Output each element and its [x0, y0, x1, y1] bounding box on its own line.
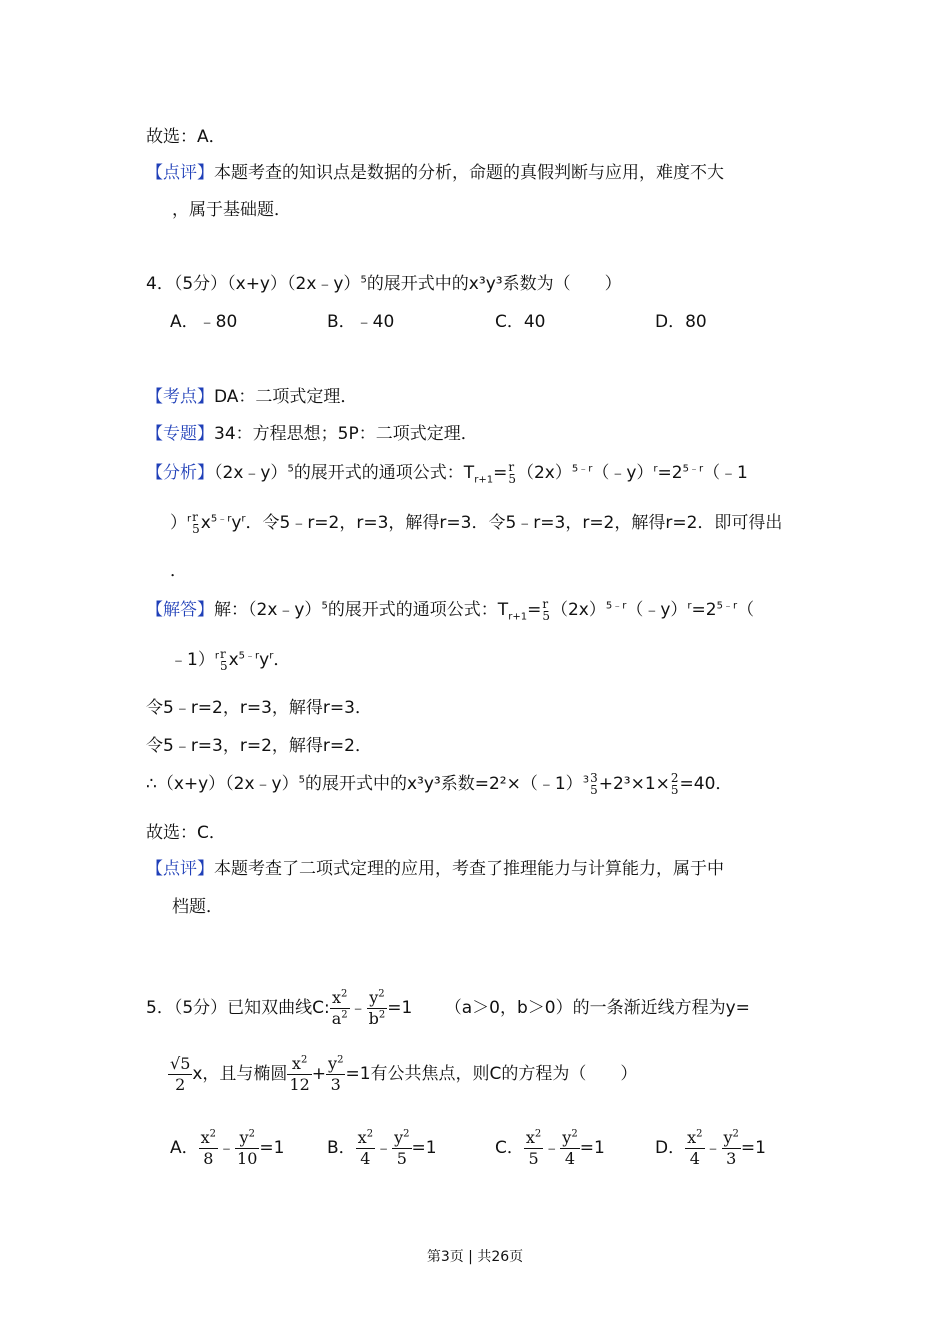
q4-fenxi-line3: ． — [170, 561, 187, 581]
q4-review — [146, 858, 724, 880]
q4-stem — [146, 273, 622, 295]
fraction: $\frac{x^2}{a^2}$ — [331, 987, 348, 1028]
fraction: $\frac{y^2}{4}$ — [562, 1127, 578, 1168]
page-footer: 第3页 | 共26页 — [426, 1249, 524, 1265]
binomial-coefficient: r 5 — [219, 647, 228, 673]
q5-stem-end: =1有公共焦点，则C的方程为（ ） — [345, 1064, 638, 1084]
q4-kaodian — [146, 386, 357, 408]
q4-jieda-line2: ﹣1）$^r$ r 5 $x^{5﹣r}y^r$． — [170, 647, 291, 673]
fraction: $\frac{y^2}{5}$ — [394, 1127, 410, 1168]
q4-jieda-line1: 【解答】解：（2x﹣y）$^5$的展开式的通项公式：$T_{r+1}=$ r 5 $(2x)^{5﹣r}(﹣y)^r=2^{5﹣r}$（ — [146, 597, 755, 623]
fraction: $\frac{x^2}{4}$ — [357, 1127, 374, 1168]
q4-fenxi-line1: 【分析】（2x﹣y）$^5$的展开式的通项公式：$T_{r+1}=$ r 5 $(2x)^{5﹣r}(﹣y)^r=2^{5﹣r}(﹣1$ — [146, 460, 748, 486]
fraction: $\frac{x^2}{5}$ — [525, 1127, 542, 1168]
binomial-coefficient: r 5 — [192, 510, 200, 536]
q5-option-d[interactable]: D． $\frac{x^2}{4}$ ﹣ $\frac{y^2}{3}$ =1 — [655, 1127, 766, 1168]
q5-stem-line2: $\frac{√5}{2}$ x，且与椭圆 $\frac{x^2}{12}$ + $\frac{y^2}{3}$ =1有公共焦点，则C的方程为（ ） — [170, 1053, 638, 1094]
binomial-coefficient: r 5 — [542, 597, 550, 623]
fraction: $\frac{x^2}{4}$ — [687, 1127, 703, 1168]
q4-zhuanti — [146, 423, 478, 445]
q4-jieda-line3: 令5﹣r=2，r=3，解得r=3． — [146, 698, 372, 718]
fraction: $\frac{y^2}{3}$ — [723, 1127, 739, 1168]
q4-review-cont: 档题． — [172, 897, 223, 917]
q3-review — [146, 162, 724, 184]
q4-option-a[interactable]: A．﹣80 — [170, 312, 238, 332]
q5-stem-mid: x，且与椭圆 — [192, 1064, 288, 1084]
q3-answer: 故选：A． — [146, 127, 226, 147]
q4-option-b[interactable]: B．﹣40 — [327, 312, 395, 332]
binomial-coefficient: r 5 — [508, 460, 516, 486]
q5-condition: （a＞0，b＞0）的一条渐近线方程为y= — [444, 998, 750, 1018]
kaodian-tag: 【考点】 — [146, 387, 214, 407]
binomial-coefficient: 2 5 — [670, 771, 679, 797]
fraction: $\frac{x^2}{12}$ — [289, 1053, 310, 1094]
q4-stem-prefix: 4．（5分）（x+y）（2x﹣y） — [146, 274, 361, 294]
fraction: $\frac{√5}{2}$ — [170, 1053, 191, 1094]
option-label: C． — [495, 1138, 524, 1158]
option-label: B． — [327, 1138, 356, 1158]
q4-option-d[interactable]: D．80 — [655, 312, 707, 332]
q5-option-c[interactable]: C． $\frac{x^2}{5}$ ﹣ $\frac{y^2}{4}$ =1 — [495, 1127, 605, 1168]
review-text: 本题考查的知识点是数据的分析，命题的真假判断与应用，难度不大 — [214, 163, 724, 183]
q5-option-a[interactable]: A． $\frac{x^2}{8}$ ﹣ $\frac{y^2}{10}$ =1 — [170, 1127, 285, 1168]
q3-review-cont: ，属于基础题． — [172, 200, 291, 220]
fraction: $\frac{y^2}{b^2}$ — [368, 987, 386, 1028]
zhuanti-tag: 【专题】 — [146, 424, 214, 444]
q5-option-b[interactable]: B． $\frac{x^2}{4}$ ﹣ $\frac{y^2}{5}$ =1 — [327, 1127, 437, 1168]
fraction: $\frac{y^2}{10}$ — [237, 1127, 258, 1168]
q4-fenxi-line2: ）$^r$ r 5 $x^{5﹣r}y^r$．令5﹣r=2，r=3，解得r=3．令5﹣r=3，r=2，解得r=2．即可得出 — [170, 510, 783, 536]
q4-stem-exp: 5 — [360, 274, 367, 286]
binomial-coefficient: 3 5 — [590, 771, 598, 797]
q4-option-c[interactable]: C．40 — [495, 312, 546, 332]
q4-stem-suffix: 的展开式中的x³y³系数为（ ） — [366, 274, 622, 294]
option-label: D． — [655, 1138, 686, 1158]
fraction: $\frac{x^2}{8}$ — [200, 1127, 217, 1168]
q4-jieda-line4: 令5﹣r=3，r=2，解得r=2． — [146, 736, 372, 756]
fraction: $\frac{y^2}{3}$ — [328, 1053, 344, 1094]
review-tag: 【点评】 — [146, 859, 214, 879]
review-tag: 【点评】 — [146, 163, 214, 183]
review-text: 本题考查了二项式定理的应用，考查了推理能力与计算能力，属于中 — [214, 859, 724, 879]
zhuanti-text: 34：方程思想；5P：二项式定理． — [214, 424, 478, 444]
kaodian-text: DA：二项式定理． — [214, 387, 358, 407]
q5-stem-line1: 5．（5分）已知双曲线C: $\frac{x^2}{a^2}$ ﹣ $\frac{y^2}{b^2}$ =1 （a＞0，b＞0）的一条渐近线方程为y= — [146, 987, 750, 1028]
q4-jieda-line5: ∴（x+y）（2x﹣y）$^5$的展开式中的x³y³系数=2²×（﹣1）$^3$ 3 5 +2³×1× 2 5 =40． — [146, 771, 733, 797]
jieda-tag: 【解答】 — [146, 600, 214, 620]
q4-answer: 故选：C． — [146, 823, 226, 843]
fenxi-tag: 【分析】 — [146, 463, 214, 483]
q5-number: 5．（5分）已知双曲线C: — [146, 998, 330, 1018]
option-label: A． — [170, 1138, 199, 1158]
